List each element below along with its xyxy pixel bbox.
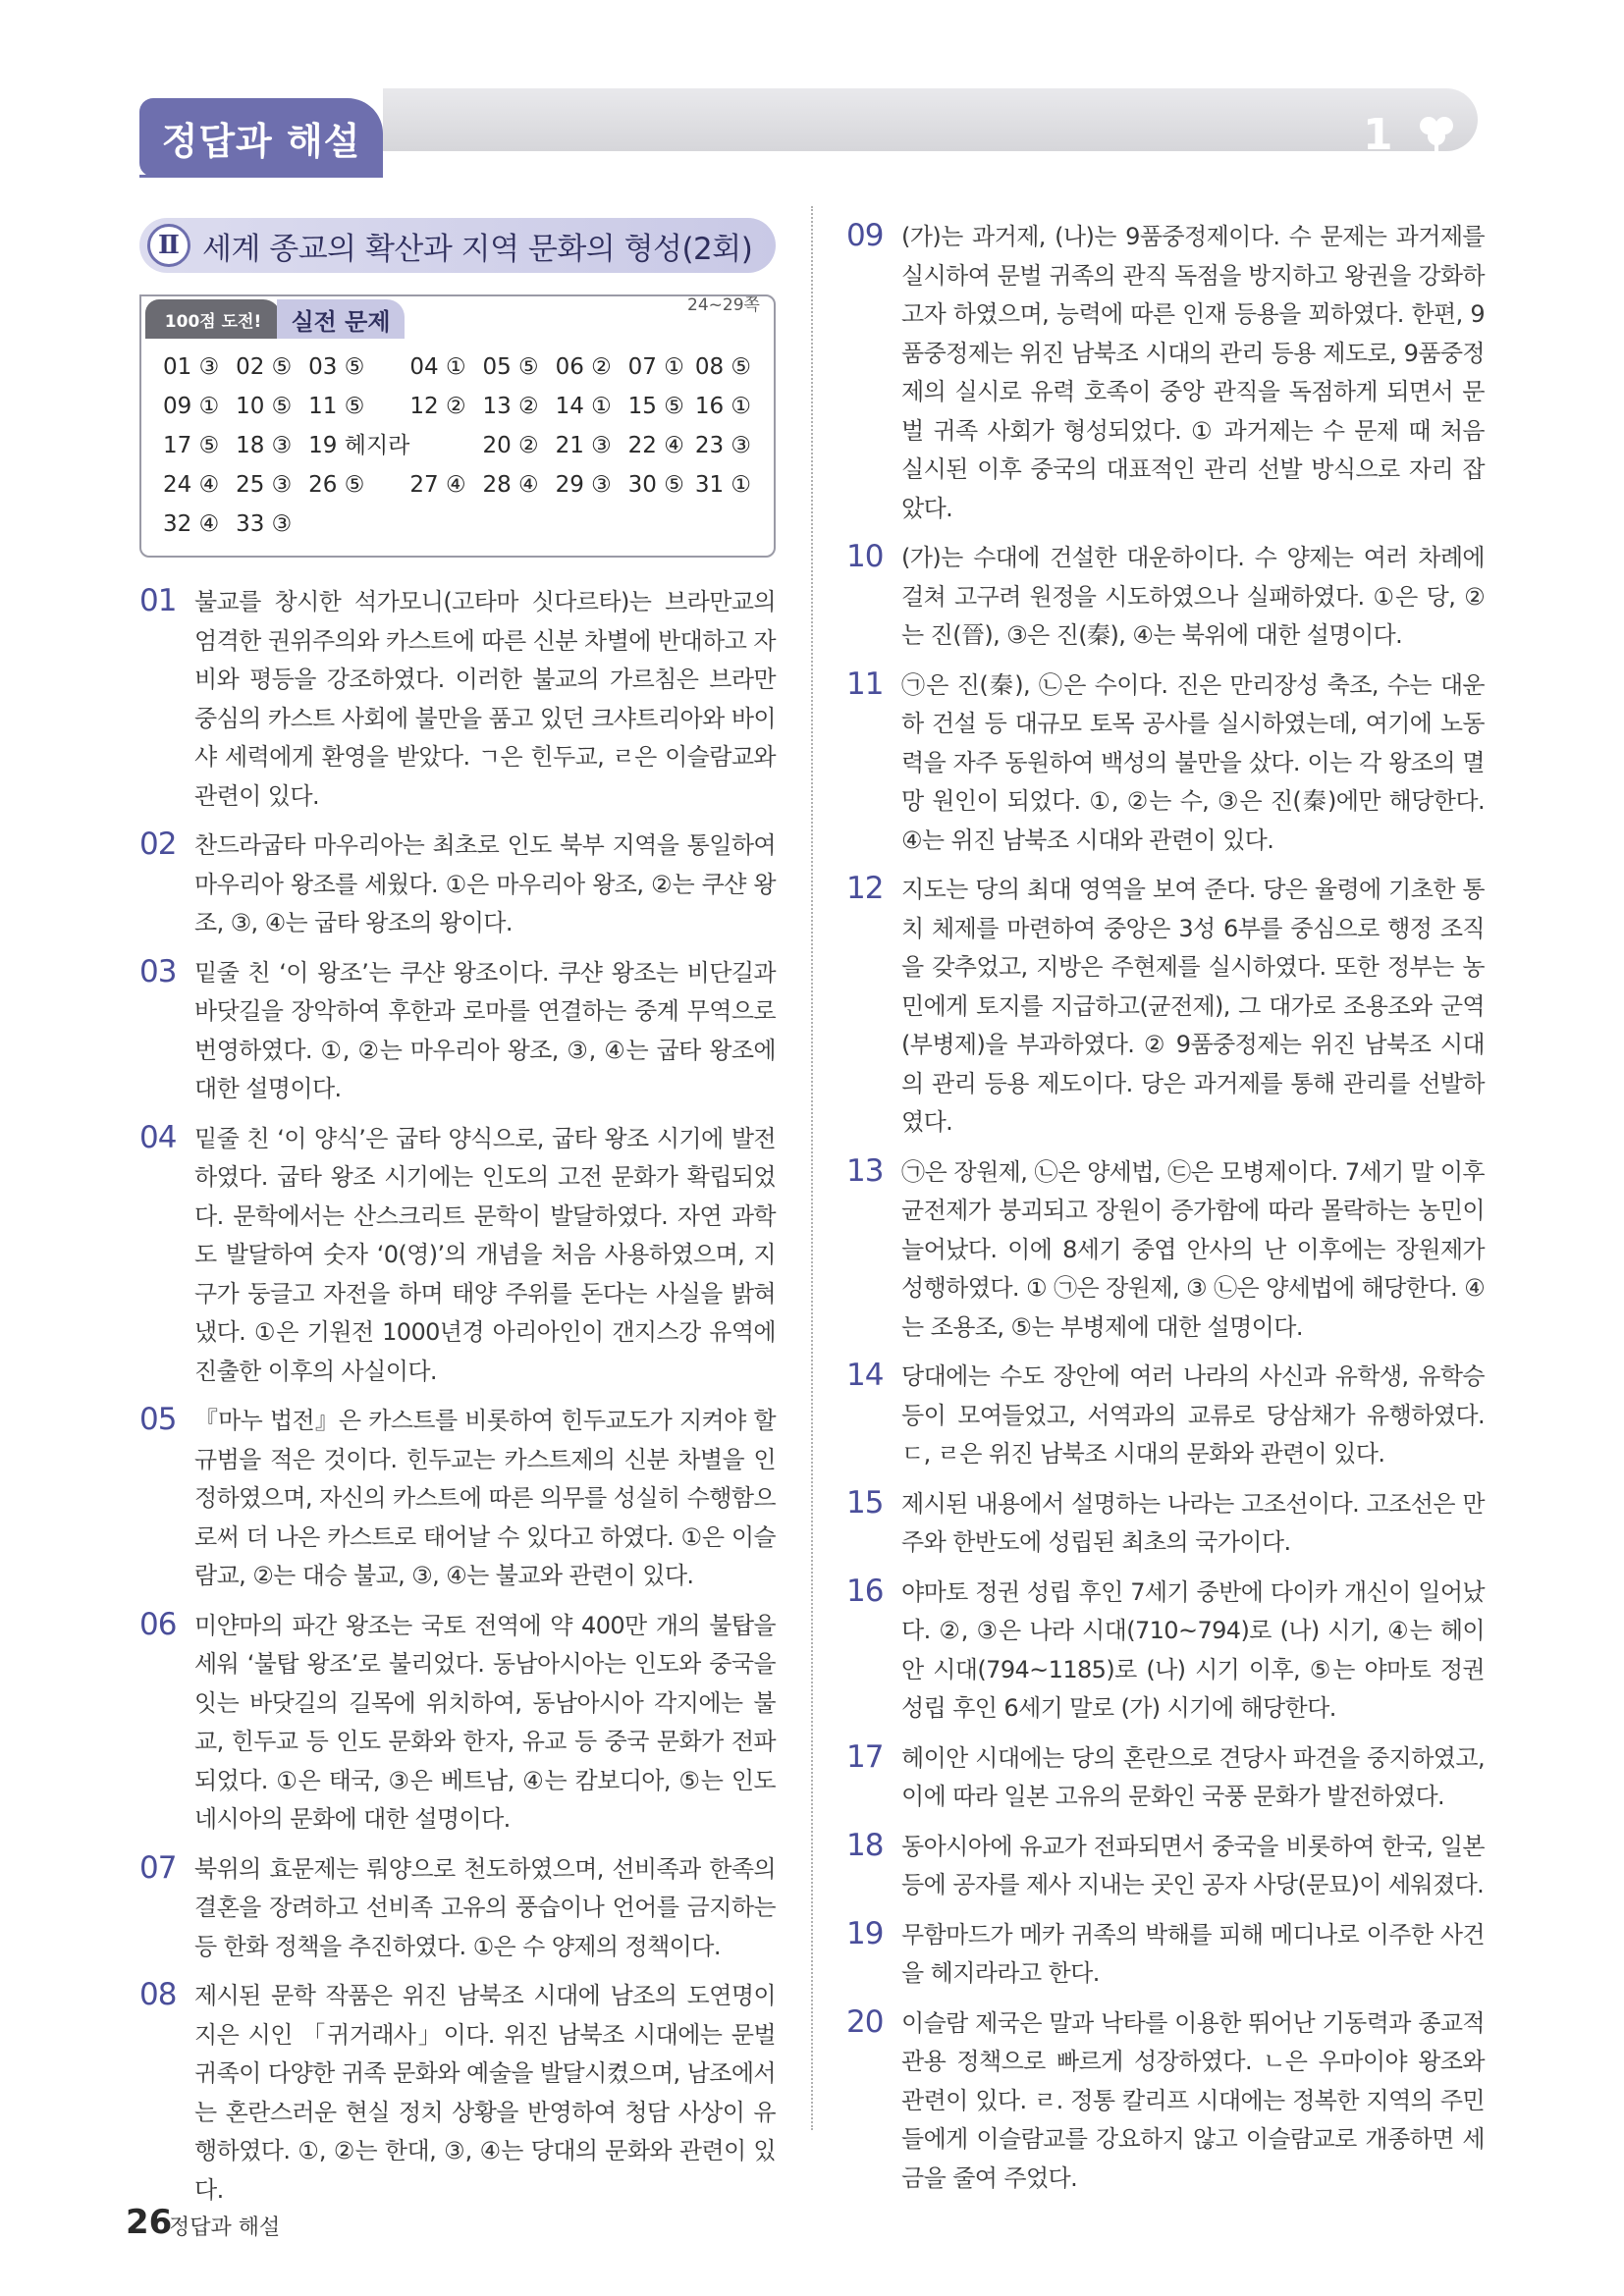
header-title: 정답과 해설 (139, 98, 383, 177)
question-number: 06 (139, 1606, 177, 1642)
question-number: 15 (846, 1484, 884, 1521)
unit-heading (139, 218, 776, 273)
explanation-item (139, 583, 776, 816)
answer-item (628, 508, 695, 540)
answer-item: 17 ⑤ (163, 433, 220, 458)
answer-box-label: 실전 문제 (277, 299, 405, 339)
explanation-item (139, 1977, 776, 2210)
answer-item (409, 430, 482, 461)
explanation-text: 찬드라굽타 마우리아는 최초로 인도 북부 지역을 통일하여 마우리아 왕조를 세웠다. ①은 마우리아 왕조, ②는 쿠샨 왕조, ③, ④는 굽타 왕조의 왕이다. (194, 831, 776, 936)
question-number: 08 (139, 1977, 177, 2012)
explanation-item (846, 667, 1485, 861)
answer-item: 05 ⑤ (482, 354, 539, 380)
explanation-item (139, 1120, 776, 1392)
explanation-item (846, 1153, 1485, 1348)
explanation-item (846, 218, 1485, 528)
footer-label: 정답과 해설 (169, 2216, 281, 2240)
question-number: 11 (846, 666, 884, 702)
explanations-right (846, 218, 1485, 2209)
question-number: 17 (846, 1738, 884, 1775)
answer-item: 04 ① (409, 354, 466, 380)
question-number: 05 (139, 1402, 177, 1437)
explanation-text: ㉠은 진(秦), ㉡은 수이다. 진은 만리장성 축조, 수는 대운하 건설 등 대규모 토목 공사를 실시하였는데, 여기에 노동력을 자주 동원하여 백성의 불만을 샀다. 이는 각 왕조의 멸망 원인이 되었다. ①, ②는 수, ③은 진(秦)에만 해당한다. ④는 위진 남북조 시대와 관련이 있다. (901, 670, 1485, 854)
challenge-badge: 100점 도전! (145, 299, 281, 339)
explanation-item (846, 1574, 1485, 1729)
explanation-item (139, 1402, 776, 1596)
answer-item: 10 ⑤ (236, 394, 293, 419)
answer-item: 12 ② (409, 394, 466, 419)
answer-grid (163, 351, 762, 540)
explanation-text: 지도는 당의 최대 영역을 보여 준다. 당은 율령에 기초한 통치 체제를 마련하여 중앙은 3성 6부를 중심으로 행정 조직을 갖추었고, 지방은 주현제를 실시하였다. 또한 정부는 농민에게 토지를 지급하고(균전제), 그 대가로 조용조와 군역(부병제)을 부과하였다. ② 9품중정제는 위진 남북조 시대의 관리 등용 제도이다. 당은 과거제를 통해 관리를 선발하였다. (901, 876, 1485, 1136)
answer-item: 27 ④ (409, 472, 466, 498)
answer-item: 09 ① (163, 394, 220, 419)
clover-icon (1414, 112, 1459, 151)
answer-item: 13 ② (482, 394, 539, 419)
explanations-left (139, 583, 776, 2220)
question-number: 18 (846, 1827, 884, 1863)
question-number: 07 (139, 1849, 177, 1886)
answer-item: 06 ② (555, 354, 612, 380)
explanation-item (846, 1485, 1485, 1563)
explanation-item (846, 1358, 1485, 1474)
answer-item: 20 ② (482, 433, 539, 458)
answer-item: 32 ④ (163, 511, 220, 537)
answer-item: 07 ① (627, 354, 684, 380)
answer-item (556, 508, 628, 540)
explanation-text: 이슬람 제국은 말과 낙타를 이용한 뛰어난 기동력과 종교적 관용 정책으로 빠르게 성장하였다. ㄴ은 우마이야 왕조와 관련이 있다. ㄹ. 정통 칼리프 시대에는 정복한 지역의 주민들에게 이슬람교를 강요하지 않고 이슬람교로 개종하면 세금을 줄여 주었다. (901, 2008, 1485, 2192)
question-number: 02 (139, 827, 177, 862)
column-divider (811, 206, 813, 2130)
question-number: 03 (139, 953, 177, 989)
answer-item: 31 ① (694, 472, 752, 498)
answer-item: 02 ⑤ (236, 354, 293, 380)
answer-item: 33 ③ (236, 511, 293, 537)
answer-item (308, 508, 409, 540)
explanation-text: 북위의 효문제는 뤄양으로 천도하였으며, 선비족과 한족의 결혼을 장려하고 선비족 고유의 풍습이나 언어를 금지하는 등 한화 정책을 추진하였다. ①은 수 양제의 정책이다. (194, 1854, 776, 1960)
answer-item: 26 ⑤ (308, 472, 365, 498)
answer-item: 24 ④ (163, 472, 220, 498)
answer-item: 23 ③ (694, 433, 752, 458)
question-number: 14 (846, 1358, 884, 1393)
explanation-item (846, 1739, 1485, 1817)
answer-item (409, 508, 482, 540)
explanation-text: 헤이안 시대에는 당의 혼란으로 견당사 파견을 중지하였고, 이에 따라 일본 고유의 문화인 국풍 문화가 발전하였다. (901, 1743, 1485, 1810)
answer-item: 21 ③ (555, 433, 612, 458)
explanation-text: 미얀마의 파간 왕조는 국토 전역에 약 400만 개의 불탑을 세워 ‘불탑 왕조’로 불리었다. 동남아시아는 인도와 중국을 잇는 바닷길의 길목에 위치하여, 동남아시아 각지에는 불교, 힌두교 등 인도 문화와 한자, 유교 등 중국 문화가 전파되었다. ①은 태국, ③은 베트남, ④는 캄보디아, ⑤는 인도네시아의 문화에 대한 설명이다. (194, 1611, 776, 1833)
answer-item (482, 508, 555, 540)
answer-item: 08 ⑤ (694, 354, 752, 380)
footer-page-number: 26 (126, 2203, 173, 2242)
explanation-text: ㉠은 장원제, ㉡은 양세법, ㉢은 모병제이다. 7세기 말 이후 균전제가 붕괴되고 장원이 증가함에 따라 몰락하는 농민이 늘어났다. 이에 8세기 중엽 안사의 난 이후에는 장원제가 성행하였다. ① ㉠은 장원제, ③ ㉡은 양세법에 해당한다. ④는 조용조, ⑤는 부병제에 대한 설명이다. (901, 1157, 1485, 1341)
header-bar (383, 88, 1478, 151)
explanation-text: (가)는 과거제, (나)는 9품중정제이다. 수 문제는 과거제를 실시하여 문벌 귀족의 관직 독점을 방지하고 왕권을 강화하고자 하였으며, 능력에 따른 인재 등용을 꾀하였다. 한편, 9품중정제는 위진 남북조 시대의 관리 등용 제도로, 9품중정제의 실시로 유력 호족이 중앙 관직을 독점하게 되면서 문벌 귀족 사회가 형성되었다. ① 과거제는 수 문제 때 처음 실시된 이후 중국의 대표적인 관리 선발 방식으로 자리 잡았다. (901, 223, 1485, 522)
answer-item: 22 ④ (627, 433, 684, 458)
answer-item: 28 ④ (482, 472, 539, 498)
explanation-item (139, 954, 776, 1109)
header-page-number: 1 (1363, 110, 1393, 160)
answer-item: 16 ① (694, 394, 752, 419)
explanation-text: 당대에는 수도 장안에 여러 나라의 사신과 유학생, 유학승 등이 모여들었고, 서역과의 교류로 당삼채가 유행하였다. ㄷ, ㄹ은 위진 남북조 시대의 문화와 관련이 있다. (901, 1362, 1485, 1468)
question-number: 16 (846, 1573, 884, 1609)
explanation-text: 동아시아에 유교가 전파되면서 중국을 비롯하여 한국, 일본 등에 공자를 제사 지내는 곳인 공자 사당(문묘)이 세워졌다. (901, 1832, 1485, 1898)
explanation-item (139, 1850, 776, 1967)
explanation-text: 밑줄 친 ‘이 양식’은 굽타 양식으로, 굽타 왕조 시기에 발전하였다. 굽타 왕조 시기에는 인도의 고전 문화가 확립되었다. 문학에서는 산스크리트 문학이 발달하였다. 자연 과학도 발달하여 숫자 ‘0(영)’의 개념을 처음 사용하였으며, 지구가 둥글고 자전을 하며 태양 주위를 돈다는 사실을 밝혀냈다. ①은 기원전 1000년경 아리아인이 갠지스강 유역에 진출한 이후의 사실이다. (194, 1124, 776, 1385)
answer-item (695, 508, 762, 540)
answer-item: 15 ⑤ (627, 394, 684, 419)
explanation-text: 제시된 내용에서 설명하는 나라는 고조선이다. 고조선은 만주와 한반도에 성립된 최초의 국가이다. (901, 1489, 1485, 1556)
answer-item: 14 ① (555, 394, 612, 419)
question-number: 04 (139, 1119, 177, 1155)
question-number: 20 (846, 2003, 884, 2040)
explanation-text: 야마토 정권 성립 후인 7세기 중반에 다이카 개신이 일어났다. ②, ③은 나라 시대(710~794)로 (나) 시기, ④는 헤이안 시대(794~1185)로 (나) 시기 이후, ⑤는 야마토 정권 성립 후인 6세기 말로 (가) 시기에 해당한다. (901, 1577, 1485, 1722)
explanation-item (139, 827, 776, 943)
answer-item: 18 ③ (236, 433, 293, 458)
question-number: 10 (846, 539, 884, 574)
unit-title: 세계 종교의 확산과 지역 문화의 형성(2회) (202, 231, 753, 267)
explanation-item (846, 539, 1485, 656)
question-number: 09 (846, 218, 884, 253)
answer-item: 29 ③ (555, 472, 612, 498)
explanation-text: (가)는 수대에 건설한 대운하이다. 수 양제는 여러 차례에 걸쳐 고구려 원정을 시도하였으나 실패하였다. ①은 당, ②는 진(晉), ③은 진(秦), ④는 북위에 대한 설명이다. (901, 544, 1485, 649)
explanation-text: 『마누 법전』은 카스트를 비롯하여 힌두교도가 지켜야 할 규범을 적은 것이다. 힌두교는 카스트제의 신분 차별을 인정하였으며, 자신의 카스트에 따른 의무를 성실히 수행함으로써 더 나은 카스트로 태어날 수 있다고 하였다. ①은 이슬람교, ②는 대승 불교, ③, ④는 불교와 관련이 있다. (194, 1407, 776, 1589)
header-underline (139, 175, 383, 178)
answer-item: 03 ⑤ (308, 354, 365, 380)
answer-item: 19 헤지라 (308, 433, 410, 458)
explanation-item (846, 2004, 1485, 2199)
answer-item: 01 ③ (163, 354, 220, 380)
explanation-item (846, 871, 1485, 1143)
explanation-text: 제시된 문학 작품은 위진 남북조 시대에 남조의 도연명이 지은 시인 「귀거래사」이다. 위진 남북조 시대에는 문벌 귀족이 다양한 귀족 문화와 예술을 발달시켰으며, 남조에서는 혼란스러운 현실 정치 상황을 반영하여 청담 사상이 유행하였다. ①, ②는 한대, ③, ④는 당대의 문화와 관련이 있다. (194, 1982, 776, 2204)
explanation-item (846, 1828, 1485, 1905)
question-number: 13 (846, 1152, 884, 1189)
explanation-item (846, 1916, 1485, 1994)
answer-item: 30 ⑤ (627, 472, 684, 498)
explanation-text: 밑줄 친 ‘이 왕조’는 쿠샨 왕조이다. 쿠샨 왕조는 비단길과 바닷길을 장악하여 후한과 로마를 연결하는 중계 무역으로 번영하였다. ①, ②는 마우리아 왕조, ③, ④는 굽타 왕조에 대한 설명이다. (194, 958, 776, 1102)
unit-number: Ⅱ (147, 224, 190, 267)
page-range: 24~29쪽 (687, 295, 760, 315)
explanation-item (139, 1607, 776, 1840)
explanation-text: 무함마드가 메카 귀족의 박해를 피해 메디나로 이주한 사건을 헤지라라고 한다. (901, 1920, 1485, 1987)
question-number: 19 (846, 1915, 884, 1951)
explanation-text: 불교를 창시한 석가모니(고타마 싯다르타)는 브라만교의 엄격한 권위주의와 카스트에 따른 신분 차별에 반대하고 자비와 평등을 강조하였다. 이러한 불교의 가르침은 브라만 중심의 카스트 사회에 불만을 품고 있던 크샤트리아와 바이샤 세력에게 환영을 받았다. ㄱ은 힌두교, ㄹ은 이슬람교와 관련이 있다. (194, 588, 776, 810)
question-number: 01 (139, 583, 177, 618)
question-number: 12 (846, 871, 884, 906)
answer-item: 11 ⑤ (308, 394, 365, 419)
answer-item: 25 ③ (236, 472, 293, 498)
